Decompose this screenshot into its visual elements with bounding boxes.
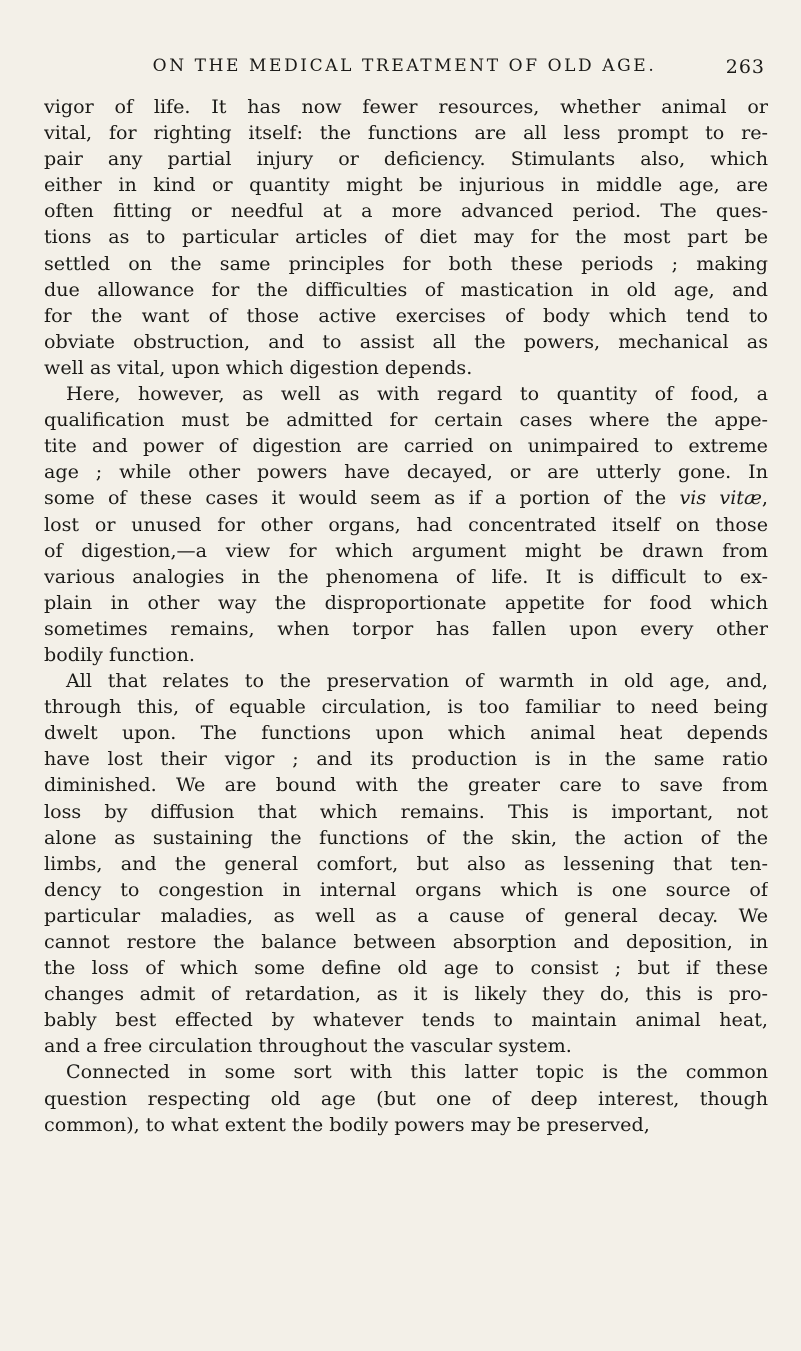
text-line: have lost their vigor ; and its production is in the same ratio <box>44 747 768 771</box>
text-line: diminished. We are bound with the greater care to save from <box>44 773 768 797</box>
text-line: loss by diffusion that which remains. This is important, not <box>44 799 768 823</box>
text-line: Here, however, as well as with regard to quantity of food, a <box>66 382 768 406</box>
text-line: bably best effected by whatever tends to maintain animal heat, <box>44 1008 768 1032</box>
text-line: plain in other way the disproportionate appetite for food which <box>44 590 768 614</box>
text-line: All that relates to the preservation of warmth in old age, and, <box>66 669 768 693</box>
text-line: vital, for righting itself: the functions are all less prompt to re- <box>44 121 768 145</box>
text-line: various analogies in the phenomena of life. It is difficult to ex- <box>44 564 768 588</box>
text-line: qualification must be admitted for certain cases where the appe- <box>44 408 768 432</box>
text-line: and a free circulation throughout the vascular system. <box>44 1034 572 1058</box>
text-line: some of these cases it would seem as if a portion of the vis vitæ, <box>44 486 768 510</box>
running-head <box>44 56 765 82</box>
text-line: vigor of life. It has now fewer resources, whether animal or <box>44 95 768 118</box>
running-title: ON THE MEDICAL TREATMENT OF OLD AGE. <box>152 56 657 76</box>
text-line: sometimes remains, when torpor has fallen upon every other <box>44 616 768 640</box>
text-line: for the want of those active exercises of body which tend to <box>44 303 768 327</box>
text-line: alone as sustaining the functions of the skin, the action of the <box>44 825 768 849</box>
text-line: cannot restore the balance between absorption and deposition, in <box>44 930 768 953</box>
text-line: of digestion,—a view for which argument might be drawn from <box>44 538 768 562</box>
text-line: through this, of equable circulation, is too familiar to need being <box>44 695 768 719</box>
paragraph <box>44 94 768 381</box>
page-number: 263 <box>725 56 765 78</box>
text-line: pair any partial injury or deficiency. Stimulants also, which <box>44 147 768 171</box>
text-line: due allowance for the difficulties of mastication in old age, and <box>44 277 768 301</box>
text-line: dwelt upon. The functions upon which animal heat depends <box>44 721 768 745</box>
paragraph <box>44 381 768 668</box>
text-line: settled on the same principles for both these periods ; making <box>44 251 768 275</box>
paragraph <box>44 1059 768 1137</box>
text-line: lost or unused for other organs, had concentrated itself on those <box>44 512 768 536</box>
text-line: dency to congestion in internal organs which is one source of <box>44 877 768 901</box>
text-line: often fitting or needful at a more advanced period. The ques- <box>44 199 768 223</box>
text-line: bodily function. <box>44 642 196 666</box>
text-line: well as vital, upon which digestion depends. <box>44 355 473 379</box>
text-line: tions as to particular articles of diet may for the most part be <box>44 225 768 249</box>
paragraph <box>44 668 768 1059</box>
text-line: either in kind or quantity might be injurious in middle age, are <box>44 173 768 197</box>
text-line: Connected in some sort with this latter topic is the common <box>66 1060 768 1084</box>
text-line: age ; while other powers have decayed, or are utterly gone. In <box>44 460 768 484</box>
text-line: the loss of which some define old age to consist ; but if these <box>44 956 768 980</box>
body-text <box>44 94 768 1138</box>
text-line: limbs, and the general comfort, but also as lessening that ten- <box>44 851 768 875</box>
text-line: particular maladies, as well as a cause of general decay. We <box>44 903 768 927</box>
text-line: common), to what extent the bodily powers may be preserved, <box>44 1112 650 1136</box>
text-line: question respecting old age (but one of deep interest, though <box>44 1086 768 1110</box>
text-line: changes admit of retardation, as it is likely they do, this is pro- <box>44 982 768 1006</box>
text-line: obviate obstruction, and to assist all the powers, mechanical as <box>44 329 768 353</box>
text-line: tite and power of digestion are carried on unimpaired to extreme <box>44 434 768 458</box>
